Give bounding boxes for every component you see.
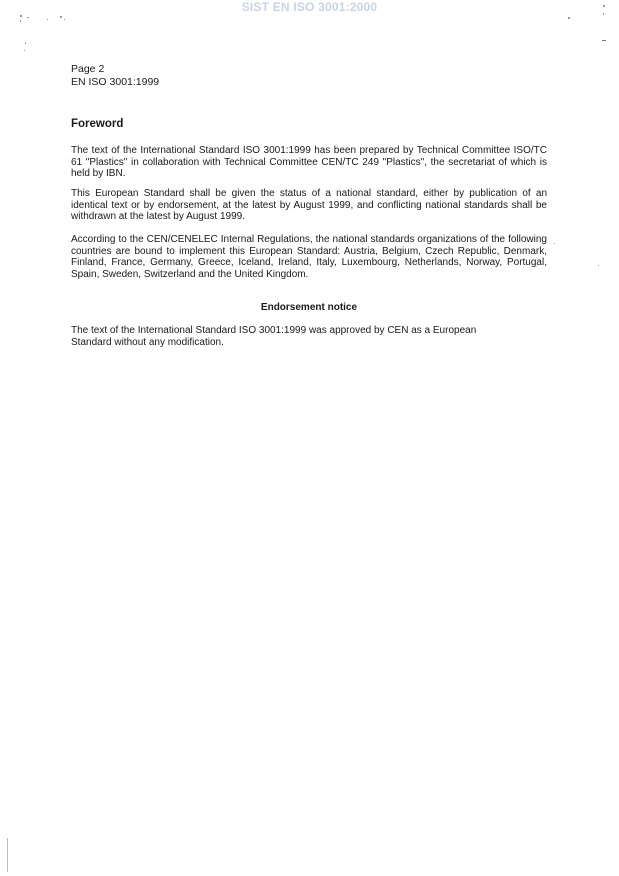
scan-speck [603,5,605,7]
scan-speck [24,50,25,51]
scan-speck [47,19,48,20]
page-header [71,63,159,89]
foreword-paragraph-2: This European Standard shall be given the status of a national standard, either by publication of an identical text or by endorsement, at the latest by August 1999, and conflicting national standards shall be withdrawn at the latest by August 1999. [71,188,547,223]
scan-speck [568,17,570,19]
scan-speck [20,15,22,17]
scan-speck [60,16,62,18]
page-number: Page 2 [71,63,105,75]
endorsement-text: The text of the International Standard ISO 3001:1999 was approved by CEN as a European Standard without any modification. [71,325,477,348]
scan-speck [598,265,599,266]
endorsement-heading: Endorsement notice [260,302,358,313]
foreword-paragraph-1: The text of the International Standard ISO 3001:1999 has been prepared by Technical Committee ISO/TC 61 "Plastics" in collaboration with Technical Committee CEN/TC 249 "Plastics", the secretariat of which is held by IBN. [71,145,547,180]
watermark: SIST EN ISO 3001:2000 [241,0,378,14]
scan-speck [603,13,604,15]
document-id: EN ISO 3001:1999 [71,76,160,88]
scan-edge-line [7,838,8,872]
foreword-paragraph-3: According to the CEN/CENELEC Internal Regulations, the national standards organizations of the following countries are bound to implement this European Standard: Austria, Belgium, Czech Republic, Denmark, Finland, France, Germany, Greece, Iceland, Ireland, Italy, Luxembourg, Netherlands, Norway, Portugal, Spain, Sweden, Switzerland and the United Kingdom. [71,234,547,280]
scan-speck [20,20,21,22]
scan-speck [27,17,29,18]
scan-speck [25,42,26,44]
scan-speck [602,40,606,41]
scan-speck [64,19,65,20]
scan-speck [554,243,555,244]
foreword-heading: Foreword [71,118,124,130]
